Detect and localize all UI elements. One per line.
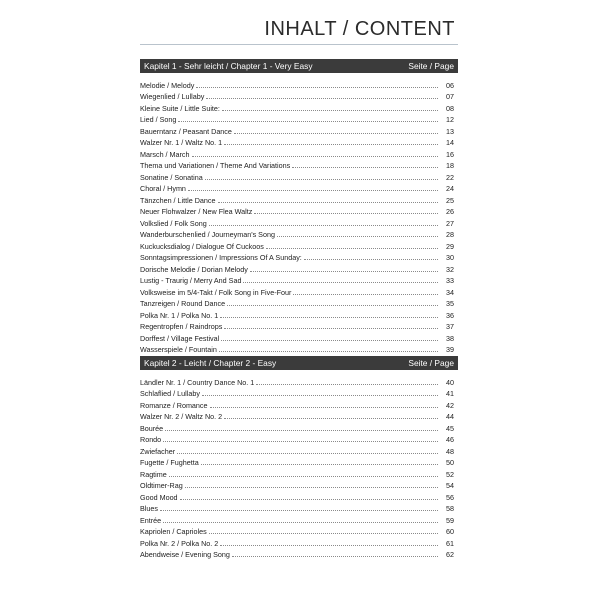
toc-entry-page: 08 — [446, 103, 454, 113]
toc-entry — [140, 375, 458, 387]
toc-entry-title: Blues — [140, 504, 158, 513]
dot-leader — [163, 522, 438, 523]
toc-entry-title: Walzer Nr. 1 / Waltz No. 1 — [140, 138, 223, 147]
toc-entry-title: Wasserspiele / Fountain — [140, 345, 217, 354]
toc-entry — [140, 387, 458, 399]
dot-leader — [188, 190, 438, 191]
toc-entry — [140, 182, 458, 194]
toc-entry-page: 42 — [446, 400, 454, 410]
toc-entry-page: 18 — [446, 161, 454, 170]
toc-entry — [140, 193, 458, 205]
toc-entry-page: 61 — [446, 538, 454, 548]
toc-entry-title: Melodie / Melody — [140, 80, 195, 90]
dot-leader — [243, 282, 438, 283]
dot-leader — [220, 545, 438, 546]
toc-entry-title: Thema und Variationen / Theme And Variations — [140, 161, 291, 170]
toc-entry-title: Schlaflied / Lullaby — [140, 389, 200, 398]
toc-entry-page: 50 — [446, 458, 454, 467]
toc-entry-page: 25 — [446, 195, 454, 205]
toc-entry — [140, 513, 458, 525]
toc-entry-title: Volkslied / Folk Song — [140, 218, 207, 228]
toc-entry — [140, 410, 458, 422]
toc-entry-page: 45 — [446, 423, 454, 433]
toc-entry — [140, 536, 458, 548]
dot-leader — [202, 395, 438, 396]
toc-entry-page: 07 — [446, 92, 454, 101]
toc-entry — [140, 170, 458, 182]
dot-leader — [232, 556, 438, 557]
toc-entry-page: 30 — [446, 253, 454, 262]
dot-leader — [218, 202, 438, 203]
toc-entry-title: Zwiefacher — [140, 446, 176, 456]
toc-entry-title: Wiegenlied / Lullaby — [140, 92, 205, 101]
toc-entry-title: Abendweise / Evening Song — [140, 550, 230, 559]
toc-entry — [140, 525, 458, 537]
dot-leader — [277, 236, 438, 237]
dot-leader — [209, 225, 438, 226]
toc-entry — [140, 239, 458, 251]
dot-leader — [201, 464, 438, 465]
toc-entry — [140, 285, 458, 297]
dot-leader — [234, 133, 438, 134]
toc-entry-title: Ragtime — [140, 469, 167, 479]
toc-entry-page: 58 — [446, 504, 454, 513]
toc-entry-page: 24 — [446, 184, 454, 193]
toc-entry-page: 14 — [446, 138, 454, 147]
dot-leader — [266, 248, 438, 249]
toc-entry-page: 26 — [446, 207, 454, 216]
dot-leader — [220, 317, 438, 318]
dot-leader — [177, 453, 438, 454]
dot-leader — [224, 144, 438, 145]
toc-entry — [140, 228, 458, 240]
toc-entry — [140, 398, 458, 410]
toc-entry — [140, 467, 458, 479]
toc-entry-page: 13 — [446, 126, 454, 136]
toc-entry-title: Neuer Flohwalzer / New Flea Waltz — [140, 207, 253, 216]
dot-leader — [169, 476, 438, 477]
toc-entry-page: 16 — [446, 149, 454, 159]
toc-entry — [140, 331, 458, 343]
dot-leader — [180, 499, 438, 500]
toc-entry-page: 48 — [446, 446, 454, 456]
toc-entry — [140, 136, 458, 148]
toc-entry-page: 29 — [446, 241, 454, 251]
toc-entry-title: Regentropfen / Raindrops — [140, 322, 223, 331]
toc-entry-title: Sonntagsimpressionen / Impressions Of A Sunday: — [140, 253, 302, 262]
toc-entry-page: 40 — [446, 377, 454, 387]
chapter-1-header — [140, 59, 458, 73]
title-divider — [140, 44, 458, 45]
toc-entry-title: Kleine Suite / Little Suite: — [140, 103, 220, 113]
toc-entry-title: Romanze / Romance — [140, 400, 208, 410]
dot-leader — [224, 328, 438, 329]
page-title: INHALT / CONTENT — [264, 18, 455, 40]
toc-entry — [140, 147, 458, 159]
toc-entry-title: Bourée — [140, 423, 164, 433]
toc-entry-title: Rondo — [140, 435, 162, 444]
toc-entry — [140, 479, 458, 491]
chapter-2-section — [140, 356, 458, 559]
toc-entry-title: Kapriolen / Caprioles — [140, 527, 207, 536]
dot-leader — [293, 294, 438, 295]
toc-entry — [140, 456, 458, 468]
dot-leader — [192, 156, 438, 157]
toc-entry-page: 33 — [446, 276, 454, 285]
toc-entry-title: Fugette / Fughetta — [140, 458, 199, 467]
dot-leader — [224, 418, 438, 419]
toc-entry-title: Volksweise im 5/4-Takt / Folk Song in Five-Four — [140, 287, 292, 297]
toc-entry-title: Tänzchen / Little Dance — [140, 195, 216, 205]
toc-entry — [140, 216, 458, 228]
toc-entry — [140, 490, 458, 502]
dot-leader — [185, 487, 438, 488]
toc-entry — [140, 548, 458, 560]
toc-entry-title: Oldtimer-Rag — [140, 481, 183, 490]
toc-entry-page: 52 — [446, 469, 454, 479]
toc-entry-page: 62 — [446, 550, 454, 559]
chapter-1-title: Kapitel 1 - Sehr leicht / Chapter 1 - Very Easy — [144, 61, 313, 71]
dot-leader — [209, 533, 438, 534]
chapter-2-page-label: Seite / Page — [408, 358, 454, 368]
toc-entry-page: 54 — [446, 481, 454, 490]
toc-entry — [140, 124, 458, 136]
toc-entry — [140, 78, 458, 90]
chapter-1-list — [140, 78, 458, 354]
toc-entry-title: Lied / Song — [140, 115, 177, 124]
toc-entry-page: 38 — [446, 333, 454, 343]
toc-entry-page: 28 — [446, 230, 454, 239]
toc-entry — [140, 262, 458, 274]
dot-leader — [304, 259, 438, 260]
dot-leader — [165, 430, 438, 431]
toc-entry — [140, 101, 458, 113]
toc-entry — [140, 421, 458, 433]
dot-leader — [222, 110, 438, 111]
toc-entry-page: 56 — [446, 492, 454, 502]
toc-entry-title: Marsch / March — [140, 149, 190, 159]
dot-leader — [292, 167, 438, 168]
toc-entry — [140, 90, 458, 102]
dot-leader — [227, 305, 438, 306]
chapter-2-header — [140, 356, 458, 370]
toc-entry-page: 35 — [446, 299, 454, 308]
toc-entry-title: Wanderburschenlied / Journeyman's Song — [140, 230, 275, 239]
dot-leader — [219, 351, 438, 352]
toc-entry — [140, 444, 458, 456]
toc-entry-page: 32 — [446, 264, 454, 274]
toc-entry — [140, 113, 458, 125]
dot-leader — [256, 384, 438, 385]
toc-entry-page: 46 — [446, 435, 454, 444]
chapter-1-section — [140, 59, 458, 354]
toc-entry — [140, 205, 458, 217]
dot-leader — [206, 98, 438, 99]
toc-entry-page: 44 — [446, 412, 454, 421]
dot-leader — [160, 510, 438, 511]
toc-entry-page: 41 — [446, 389, 454, 398]
toc-entry-page: 06 — [446, 80, 454, 90]
toc-entry — [140, 502, 458, 514]
toc-entry-page: 34 — [446, 287, 454, 297]
toc-entry-title: Bauerntanz / Peasant Dance — [140, 126, 232, 136]
toc-entry-title: Polka Nr. 1 / Polka No. 1 — [140, 310, 219, 320]
toc-entry-title: Choral / Hymn — [140, 184, 186, 193]
toc-entry-page: 37 — [446, 322, 454, 331]
toc-entry-title: Good Mood — [140, 492, 178, 502]
toc-entry — [140, 251, 458, 263]
toc-entry-page: 12 — [446, 115, 454, 124]
dot-leader — [196, 87, 438, 88]
toc-entry — [140, 433, 458, 445]
toc-entry — [140, 297, 458, 309]
chapter-2-list — [140, 375, 458, 559]
chapter-1-page-label: Seite / Page — [408, 61, 454, 71]
toc-entry — [140, 308, 458, 320]
toc-entry-page: 39 — [446, 345, 454, 354]
dot-leader — [163, 441, 438, 442]
toc-entry — [140, 274, 458, 286]
toc-entry — [140, 343, 458, 355]
toc-entry-title: Tanzreigen / Round Dance — [140, 299, 226, 308]
toc-entry-title: Dorffest / Village Festival — [140, 333, 220, 343]
toc-entry — [140, 320, 458, 332]
dot-leader — [221, 340, 438, 341]
toc-entry-page: 59 — [446, 515, 454, 525]
dot-leader — [178, 121, 438, 122]
toc-entry-title: Dorische Melodie / Dorian Melody — [140, 264, 248, 274]
dot-leader — [210, 407, 438, 408]
toc-entry — [140, 159, 458, 171]
toc-entry-title: Kuckucksdialog / Dialogue Of Cuckoos — [140, 241, 264, 251]
dot-leader — [205, 179, 438, 180]
toc-entry-title: Polka Nr. 2 / Polka No. 2 — [140, 538, 219, 548]
toc-entry-title: Lustig - Traurig / Merry And Sad — [140, 276, 242, 285]
toc-entry-title: Sonatine / Sonatina — [140, 172, 203, 182]
dot-leader — [254, 213, 438, 214]
toc-entry-title: Walzer Nr. 2 / Waltz No. 2 — [140, 412, 223, 421]
dot-leader — [250, 271, 438, 272]
toc-entry-page: 36 — [446, 310, 454, 320]
toc-entry-title: Ländler Nr. 1 / Country Dance No. 1 — [140, 377, 255, 387]
chapter-2-title: Kapitel 2 - Leicht / Chapter 2 - Easy — [144, 358, 277, 368]
toc-entry-page: 22 — [446, 172, 454, 182]
toc-entry-page: 60 — [446, 527, 454, 536]
toc-entry-title: Entrée — [140, 515, 162, 525]
toc-entry-page: 27 — [446, 218, 454, 228]
